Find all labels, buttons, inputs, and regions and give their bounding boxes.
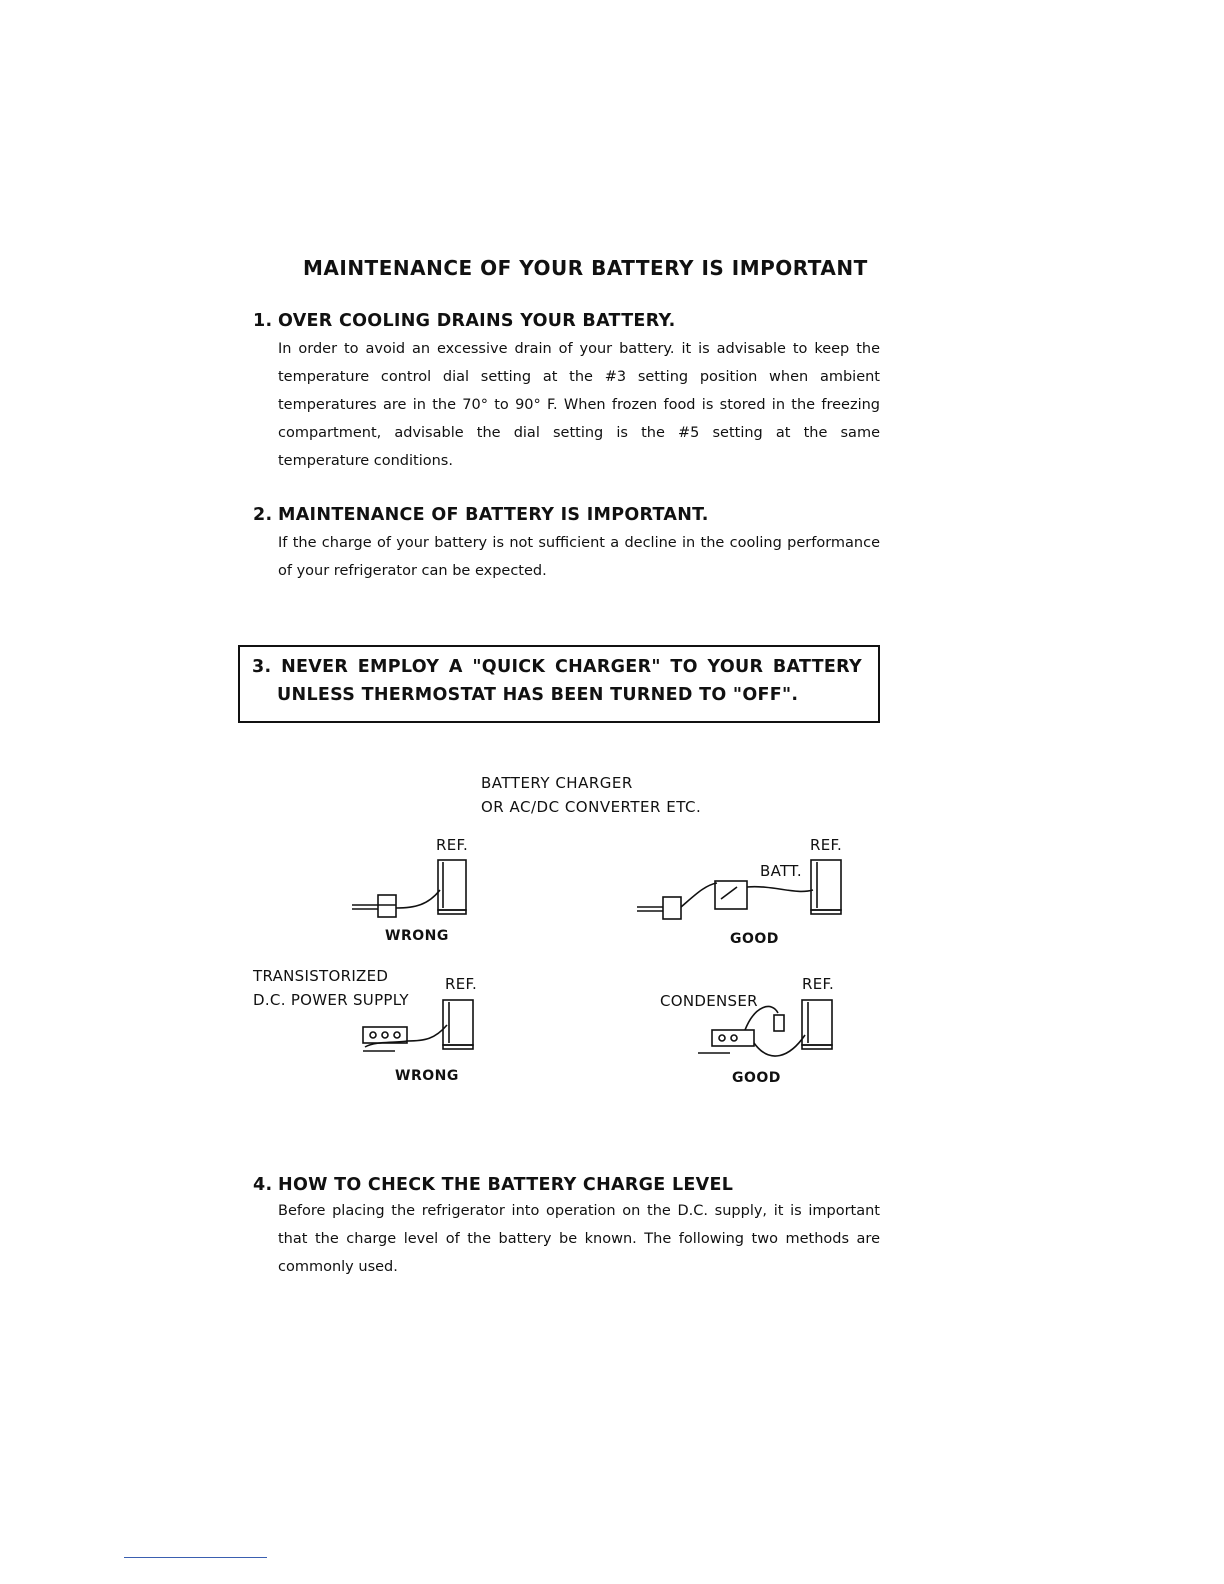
section-4-heading-text: HOW TO CHECK THE BATTERY CHARGE LEVEL xyxy=(278,1175,734,1195)
warning-word: CHARGER" xyxy=(554,657,661,677)
condenser-label: CONDENSER xyxy=(660,992,758,1010)
warning-line-1 xyxy=(252,657,862,677)
charger-battery-ref-good-illustration xyxy=(625,855,855,925)
power-supply-condenser-ref-good-illustration xyxy=(690,995,850,1075)
ref-label: REF. xyxy=(802,975,835,993)
power-supply-to-ref-wrong-illustration xyxy=(355,995,485,1060)
footer-rule xyxy=(124,1557,267,1558)
section-1-heading-text: OVER COOLING DRAINS YOUR BATTERY. xyxy=(278,311,676,331)
batt-label: BATT. xyxy=(760,862,802,880)
section-2-number: 2. xyxy=(253,505,273,525)
warning-box xyxy=(238,645,880,723)
warning-number: 3. xyxy=(252,657,272,677)
ref-label: REF. xyxy=(445,975,478,993)
charger-to-ref-wrong-illustration xyxy=(340,850,490,920)
section-1-body: In order to avoid an excessive drain of your battery. it is advisable to keep the temperature control dial setting at the #3 setting position when ambient temperatures are in the 70° to 90° F. When frozen food is stored in the freezing compartment, advisable the dial setting is the #5 setting at the same temperature conditions. xyxy=(278,341,880,469)
verdict-good: GOOD xyxy=(730,931,779,947)
ref-label: REF. xyxy=(436,836,469,854)
figure-caption-line-1: BATTERY CHARGER xyxy=(481,774,633,792)
ref-label: REF. xyxy=(810,836,843,854)
power-supply-label-line-2: D.C. POWER SUPPLY xyxy=(253,991,409,1009)
figure-caption-line-2: OR AC/DC CONVERTER ETC. xyxy=(481,798,702,816)
warning-word: NEVER xyxy=(281,657,349,677)
warning-word: YOUR xyxy=(707,657,764,677)
warning-word: EMPLOY xyxy=(357,657,440,677)
verdict-wrong: WRONG xyxy=(395,1068,459,1084)
section-2-heading-text: MAINTENANCE OF BATTERY IS IMPORTANT. xyxy=(278,505,709,525)
section-2-heading xyxy=(253,505,709,525)
power-supply-label-line-1: TRANSISTORIZED xyxy=(253,967,389,985)
warning-line-2: UNLESS THERMOSTAT HAS BEEN TURNED TO "OFF". xyxy=(277,685,799,705)
section-4-number: 4. xyxy=(253,1175,273,1195)
warning-word: BATTERY xyxy=(772,657,862,677)
section-4-body: Before placing the refrigerator into operation on the D.C. supply, it is important that the charge level of the battery be known. The following two methods are commonly used. xyxy=(278,1203,880,1275)
page-title: MAINTENANCE OF YOUR BATTERY IS IMPORTANT xyxy=(303,256,868,280)
warning-word: A xyxy=(448,657,463,677)
section-1-heading xyxy=(253,311,676,331)
section-2-body: If the charge of your battery is not sufficient a decline in the cooling performance of your refrigerator can be expected. xyxy=(278,535,880,579)
section-4-heading xyxy=(253,1175,733,1195)
warning-word: TO xyxy=(670,657,698,677)
verdict-good: GOOD xyxy=(732,1070,781,1086)
verdict-wrong: WRONG xyxy=(385,928,449,944)
warning-word: "QUICK xyxy=(472,657,546,677)
section-1-number: 1. xyxy=(253,311,273,331)
